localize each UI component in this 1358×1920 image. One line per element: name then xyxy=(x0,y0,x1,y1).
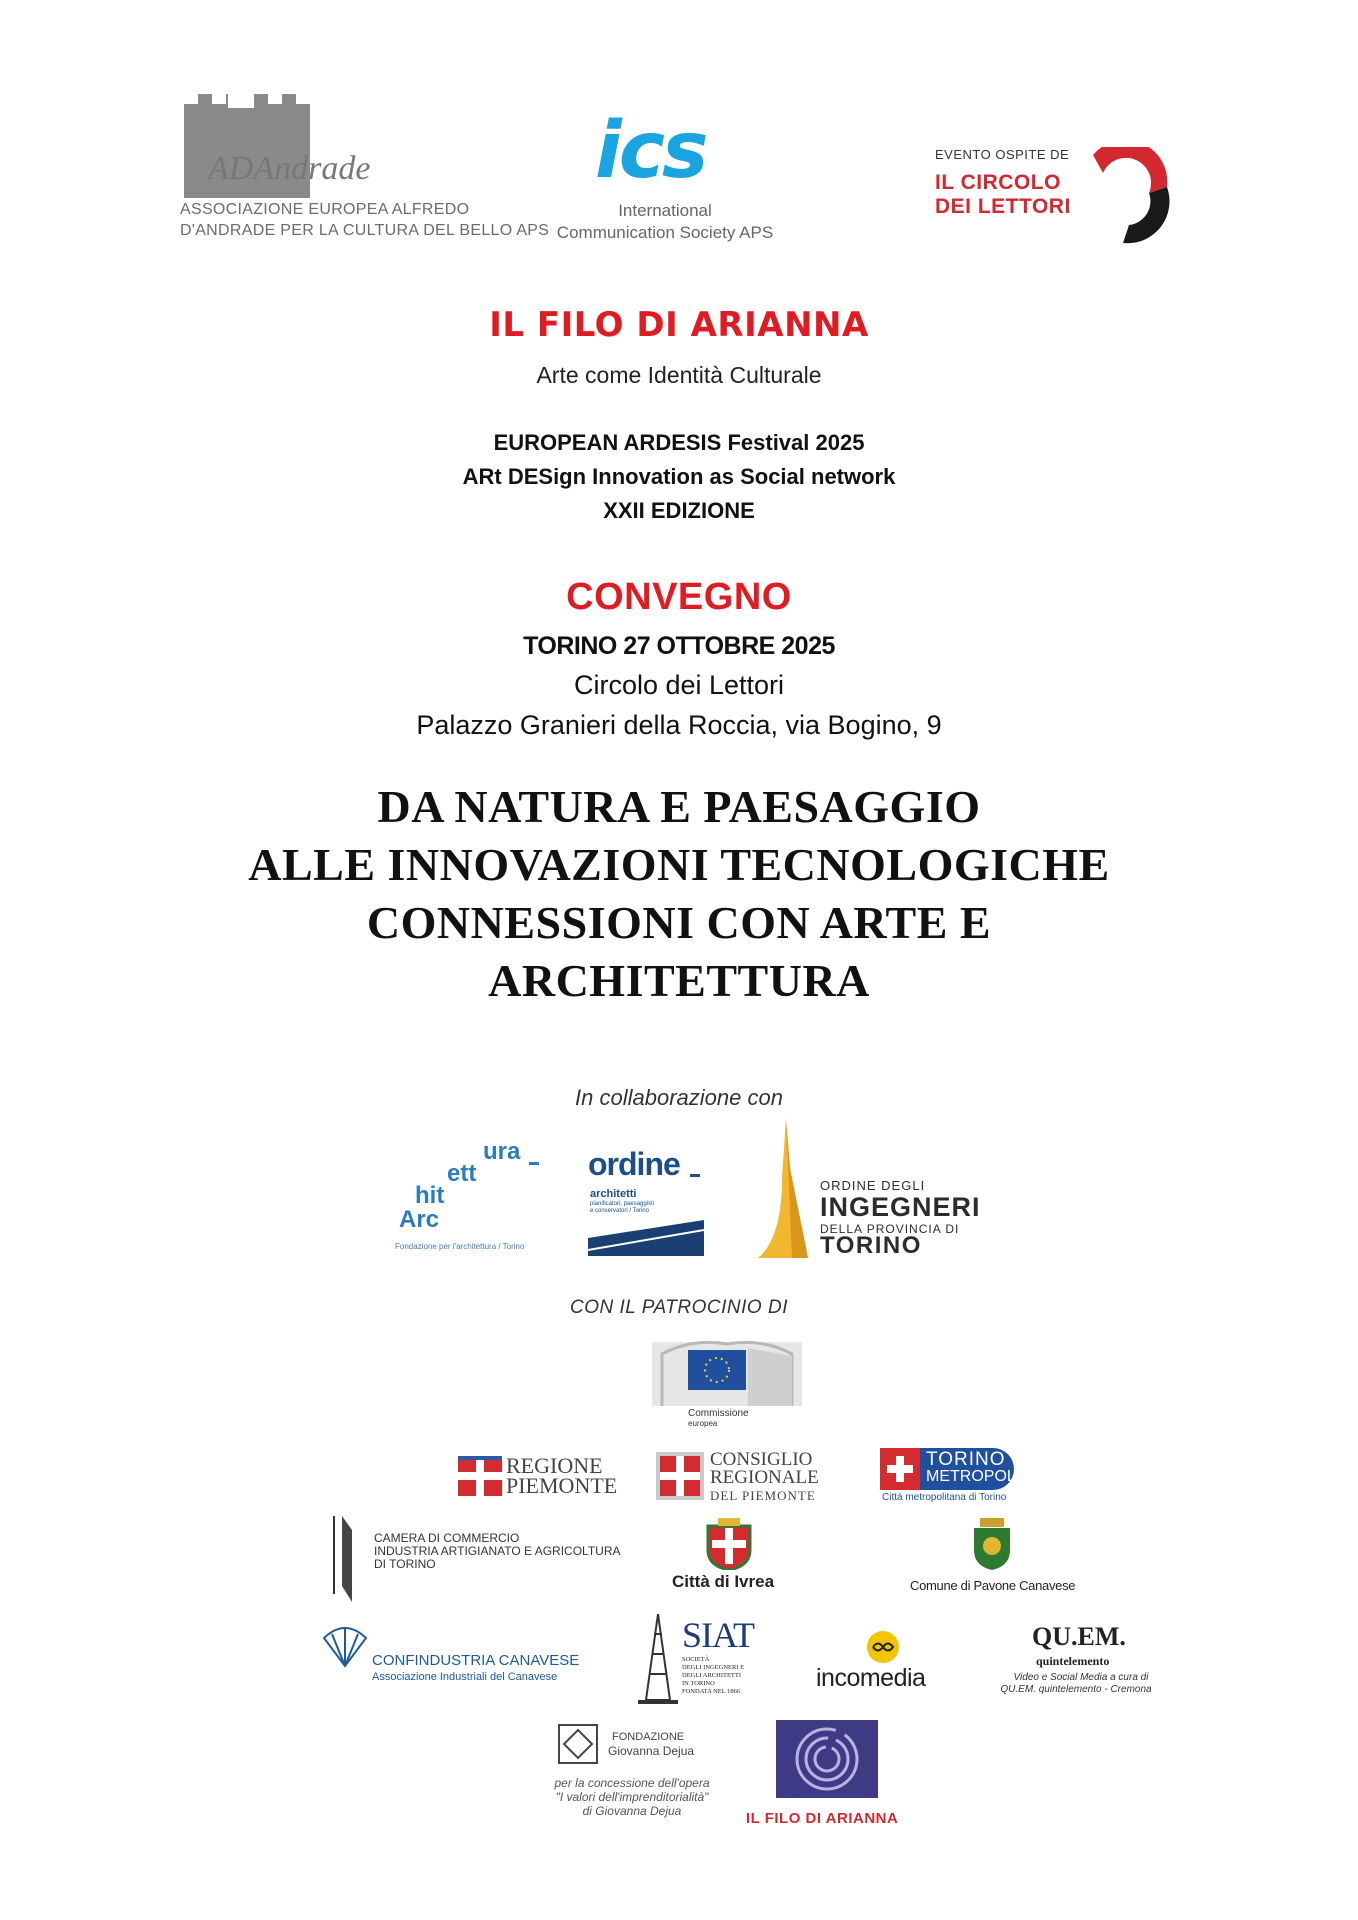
circolo-line1: IL CIRCOLO xyxy=(935,171,1061,194)
torino-metro-line1: TORINO xyxy=(926,1449,1006,1470)
main-title-line-4: ARCHITETTURA xyxy=(488,955,870,1006)
ingegneri-line2: INGEGNERI xyxy=(820,1192,981,1222)
consiglio-regionale-logo xyxy=(656,1448,826,1504)
andrade-line2: D'ANDRADE PER LA CULTURA DEL BELLO APS xyxy=(180,222,550,239)
convegno-heading: CONVEGNO xyxy=(566,576,792,618)
event-title: IL FILO DI ARIANNA xyxy=(489,305,869,345)
arc-word-4: Arc xyxy=(399,1206,440,1233)
arc-word-2: ett xyxy=(447,1160,477,1187)
incomedia-logo xyxy=(816,1630,956,1692)
architettura-logo xyxy=(395,1138,545,1258)
quem-logo xyxy=(996,1622,1156,1700)
ivrea-label: Città di Ivrea xyxy=(672,1572,775,1591)
regione-line1: REGIONE xyxy=(506,1453,603,1478)
citta-ivrea-logo xyxy=(670,1518,790,1592)
camera-line3: DI TORINO xyxy=(374,1557,436,1571)
pavone-logo xyxy=(910,1518,1080,1594)
confindustria-logo xyxy=(322,1622,582,1682)
dejua-quote1: per la concessione dell'opera xyxy=(554,1776,710,1790)
circolo-mark-icon xyxy=(1075,147,1175,247)
ordine-sub3: e conservatori / Torino xyxy=(590,1208,649,1214)
ordine-word: ordine xyxy=(588,1146,680,1182)
eu-building-icon xyxy=(652,1334,802,1408)
arc-dash xyxy=(529,1162,539,1165)
quem-sub-word: quintelemento xyxy=(1036,1654,1110,1668)
arc-caption: Fondazione per l'architettura / Torino xyxy=(395,1242,525,1251)
torino-metropoli-logo xyxy=(880,1448,1020,1504)
consiglio-line3: DEL PIEMONTE xyxy=(710,1488,816,1503)
siat-sub-2: DEGLI INGEGNERI E xyxy=(682,1664,745,1671)
consiglio-line1: CONSIGLIO xyxy=(710,1449,813,1470)
dejua-quote2: "I valori dell'imprenditorialità" xyxy=(555,1790,709,1804)
ordine-architetti-logo xyxy=(588,1146,708,1256)
festival-line-2: ARt DESign Innovation as Social network xyxy=(462,464,896,489)
commissione-line2: europea xyxy=(688,1419,718,1428)
siat-sub-3: DEGLI ARCHITETTI xyxy=(682,1672,742,1679)
main-title-line-1: DA NATURA E PAESAGGIO xyxy=(377,781,981,832)
regione-line2: PIEMONTE xyxy=(506,1473,618,1498)
incomedia-infinity-icon xyxy=(866,1630,900,1664)
ordine-wave-icon xyxy=(588,1216,704,1256)
ics-logo xyxy=(545,106,785,250)
collaboration-heading: In collaborazione con xyxy=(575,1085,783,1110)
festival-line-1: EUROPEAN ARDESIS Festival 2025 xyxy=(493,430,865,455)
andrade-line1: ASSOCIAZIONE EUROPEA ALFREDO xyxy=(180,201,470,218)
filo-footer-label: IL FILO DI ARIANNA xyxy=(746,1810,899,1827)
quem-word: QU.EM. xyxy=(1032,1622,1126,1651)
ics-line1: International xyxy=(618,201,712,220)
ivrea-crest-icon xyxy=(702,1518,756,1570)
event-subtitle: Arte come Identità Culturale xyxy=(536,362,822,388)
confindustria-line1: CONFINDUSTRIA CANAVESE xyxy=(372,1652,580,1669)
siat-word: SIAT xyxy=(682,1615,755,1655)
siat-logo xyxy=(638,1614,758,1706)
confindustria-shell-icon xyxy=(322,1622,368,1668)
consiglio-flag-icon xyxy=(656,1452,704,1500)
arc-word-3: hit xyxy=(415,1182,445,1209)
venue-line-2: Palazzo Granieri della Roccia, via Bogino, 9 xyxy=(416,710,942,740)
dejua-quote3: di Giovanna Dejua xyxy=(582,1804,682,1818)
dejua-line2: Giovanna Dejua xyxy=(608,1744,695,1758)
ordine-sub2: pianificatori, paesaggisti xyxy=(590,1201,655,1207)
incomedia-word: incomedia xyxy=(816,1664,926,1692)
commissione-europea-logo xyxy=(652,1334,802,1434)
andrade-logo xyxy=(180,90,550,250)
camera-line2: INDUSTRIA ARTIGIANATO E AGRICOLTURA xyxy=(374,1544,621,1558)
ingegneri-logo xyxy=(752,1118,1022,1258)
event-date: TORINO 27 OTTOBRE 2025 xyxy=(523,632,835,660)
main-title-line-2: ALLE INNOVAZIONI TECNOLOGICHE xyxy=(248,839,1110,890)
quem-line1: Video e Social Media a cura di xyxy=(1013,1672,1149,1683)
regione-piemonte-logo xyxy=(458,1452,618,1502)
siat-sub-5: FONDATA NEL 1866 xyxy=(682,1688,741,1695)
camera-line1: CAMERA DI COMMERCIO xyxy=(374,1531,520,1545)
filo-arianna-footer-logo xyxy=(742,1720,912,1832)
camera-commercio-mark-icon xyxy=(330,1516,370,1602)
festival-line-3: XXII EDIZIONE xyxy=(603,498,755,523)
circolo-logo xyxy=(935,145,1175,255)
ingegneri-line1: ORDINE DEGLI xyxy=(820,1178,926,1193)
siat-tower-icon xyxy=(638,1614,678,1706)
venue-line-1: Circolo dei Lettori xyxy=(573,670,785,700)
ics-logo-word: ics xyxy=(595,106,706,196)
labyrinth-icon xyxy=(776,1720,878,1798)
dejua-mark-icon xyxy=(558,1724,598,1764)
patronage-heading: CON IL PATROCINIO DI xyxy=(570,1297,788,1318)
camera-commercio-logo xyxy=(330,1516,620,1602)
mole-antonelliana-icon xyxy=(752,1118,812,1258)
quem-line2: QU.EM. quintelemento - Cremona xyxy=(1000,1684,1152,1695)
consiglio-line2: REGIONALE xyxy=(710,1467,819,1488)
piemonte-flag-icon xyxy=(458,1456,502,1496)
pavone-crest-icon xyxy=(970,1518,1014,1570)
siat-sub-1: SOCIETÀ xyxy=(682,1656,710,1663)
confindustria-line2: Associazione Industriali del Canavese xyxy=(372,1671,558,1683)
dejua-line1: FONDAZIONE xyxy=(612,1731,685,1743)
ordine-dash xyxy=(690,1174,700,1177)
commissione-line1: Commissione xyxy=(688,1408,749,1419)
ics-line2: Communication Society APS xyxy=(556,223,774,242)
fondazione-dejua-logo xyxy=(552,1724,712,1824)
torino-metro-caption: Città metropolitana di Torino xyxy=(882,1492,1007,1503)
torino-metro-line2: METROPOLI xyxy=(926,1468,1021,1485)
siat-sub-4: IN TORINO xyxy=(682,1680,715,1687)
main-title-line-3: CONNESSIONI CON ARTE E xyxy=(366,897,992,948)
ingegneri-line4: TORINO xyxy=(820,1232,922,1259)
circolo-small-text: EVENTO OSPITE DE xyxy=(935,147,1070,162)
circolo-line2: DEI LETTORI xyxy=(935,195,1071,218)
ordine-sub1: architetti xyxy=(590,1188,637,1200)
ingegneri-line3: DELLA PROVINCIA DI xyxy=(820,1222,960,1236)
arc-word-1: ura xyxy=(483,1138,521,1165)
pavone-label: Comune di Pavone Canavese xyxy=(910,1578,1076,1593)
andrade-logo-word: ADAndrade xyxy=(208,150,371,187)
